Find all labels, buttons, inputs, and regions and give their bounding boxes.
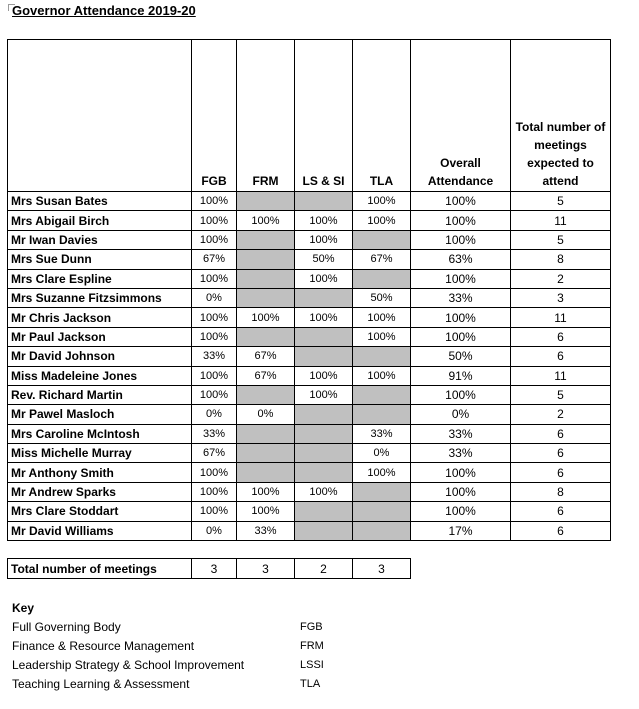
cell-overall: 100% [411, 211, 511, 230]
governor-name: Mrs Clare Stoddart [8, 502, 192, 521]
cell-lssi-not-applicable [295, 521, 353, 540]
header-fgb: FGB [192, 40, 237, 192]
table-row [8, 482, 611, 501]
cell-tla-not-applicable [353, 482, 411, 501]
cell-lssi: 100% [295, 385, 353, 404]
cell-expected: 8 [511, 250, 611, 269]
governor-name: Mrs Susan Bates [8, 192, 192, 211]
cell-overall: 100% [411, 463, 511, 482]
table-row [8, 521, 611, 540]
cell-tla-not-applicable [353, 521, 411, 540]
table-row [8, 211, 611, 230]
header-frm: FRM [237, 40, 295, 192]
cell-expected: 11 [511, 211, 611, 230]
cell-lssi: 100% [295, 269, 353, 288]
cell-fgb: 100% [192, 502, 237, 521]
cell-tla: 50% [353, 288, 411, 307]
cell-frm-not-applicable [237, 444, 295, 463]
cell-expected: 6 [511, 444, 611, 463]
cell-frm: 100% [237, 211, 295, 230]
cell-expected: 6 [511, 502, 611, 521]
cell-frm: 100% [237, 482, 295, 501]
cell-expected: 11 [511, 308, 611, 327]
cell-overall: 33% [411, 444, 511, 463]
cell-overall: 100% [411, 385, 511, 404]
cell-overall: 0% [411, 405, 511, 424]
key-item-abbreviation: FRM [300, 640, 324, 652]
totals-lssi: 2 [295, 559, 353, 579]
key-item-description: Finance & Resource Management [12, 639, 195, 653]
cell-fgb: 0% [192, 405, 237, 424]
cell-frm-not-applicable [237, 327, 295, 346]
cell-frm: 67% [237, 366, 295, 385]
cell-expected: 6 [511, 424, 611, 443]
governor-name: Mr David Johnson [8, 347, 192, 366]
key-item [12, 675, 321, 694]
table-row [8, 347, 611, 366]
governor-name: Mr David Williams [8, 521, 192, 540]
cell-expected: 5 [511, 230, 611, 249]
header-lssi: LS & SI [295, 40, 353, 192]
table-row [8, 250, 611, 269]
governor-name: Mr Andrew Sparks [8, 482, 192, 501]
cell-frm-not-applicable [237, 230, 295, 249]
cell-lssi-not-applicable [295, 502, 353, 521]
cell-tla: 100% [353, 463, 411, 482]
governor-name: Mr Chris Jackson [8, 308, 192, 327]
cell-overall: 33% [411, 424, 511, 443]
cell-overall: 100% [411, 269, 511, 288]
header-tla: TLA [353, 40, 411, 192]
cell-frm: 100% [237, 308, 295, 327]
cell-frm: 0% [237, 405, 295, 424]
cell-lssi: 100% [295, 366, 353, 385]
key-item-description: Teaching Learning & Assessment [12, 677, 190, 691]
cell-frm: 100% [237, 502, 295, 521]
key-item-description: Leadership Strategy & School Improvement [12, 658, 245, 672]
cell-expected: 6 [511, 521, 611, 540]
cell-tla: 33% [353, 424, 411, 443]
cell-overall: 100% [411, 192, 511, 211]
table-row [8, 424, 611, 443]
cell-fgb: 100% [192, 463, 237, 482]
cell-tla-not-applicable [353, 230, 411, 249]
cell-tla: 67% [353, 250, 411, 269]
cell-overall: 17% [411, 521, 511, 540]
governor-name: Mrs Suzanne Fitzsimmons [8, 288, 192, 307]
cell-expected: 6 [511, 463, 611, 482]
totals-tla: 3 [353, 559, 411, 579]
cell-tla: 100% [353, 327, 411, 346]
governor-name: Mr Pawel Masloch [8, 405, 192, 424]
cell-tla: 100% [353, 211, 411, 230]
cell-expected: 2 [511, 405, 611, 424]
cell-expected: 8 [511, 482, 611, 501]
cell-frm-not-applicable [237, 463, 295, 482]
cell-overall: 33% [411, 288, 511, 307]
cell-fgb: 100% [192, 385, 237, 404]
totals-fgb: 3 [192, 559, 237, 579]
header-expected: Total number of meetings expected to attend [511, 40, 611, 192]
cell-lssi-not-applicable [295, 405, 353, 424]
cell-frm-not-applicable [237, 424, 295, 443]
cell-overall: 63% [411, 250, 511, 269]
cell-frm: 67% [237, 347, 295, 366]
cell-frm-not-applicable [237, 385, 295, 404]
cell-frm-not-applicable [237, 250, 295, 269]
cell-expected: 3 [511, 288, 611, 307]
key-item [12, 656, 324, 675]
key-section [12, 599, 324, 694]
cell-fgb: 67% [192, 444, 237, 463]
cell-tla-not-applicable [353, 385, 411, 404]
cell-fgb: 100% [192, 308, 237, 327]
cell-lssi: 100% [295, 230, 353, 249]
key-item-description: Full Governing Body [12, 620, 121, 634]
header-row [8, 40, 611, 192]
cell-fgb: 33% [192, 424, 237, 443]
cell-lssi: 100% [295, 482, 353, 501]
totals-label: Total number of meetings [8, 559, 192, 579]
cell-frm-not-applicable [237, 288, 295, 307]
table-row [8, 385, 611, 404]
cell-expected: 6 [511, 327, 611, 346]
cell-lssi-not-applicable [295, 424, 353, 443]
header-name [8, 40, 192, 192]
cell-tla-not-applicable [353, 502, 411, 521]
cell-tla-not-applicable [353, 269, 411, 288]
cell-overall: 100% [411, 308, 511, 327]
table-row [8, 463, 611, 482]
governor-name: Miss Madeleine Jones [8, 366, 192, 385]
key-item-abbreviation: TLA [300, 678, 321, 690]
cell-fgb: 0% [192, 288, 237, 307]
cell-tla: 100% [353, 366, 411, 385]
cell-frm: 33% [237, 521, 295, 540]
cell-tla: 0% [353, 444, 411, 463]
cell-lssi: 50% [295, 250, 353, 269]
cell-fgb: 100% [192, 482, 237, 501]
governor-name: Mrs Clare Espline [8, 269, 192, 288]
key-item [12, 637, 324, 656]
cell-lssi-not-applicable [295, 347, 353, 366]
table-row [8, 327, 611, 346]
governor-name: Mr Iwan Davies [8, 230, 192, 249]
cell-expected: 11 [511, 366, 611, 385]
cell-fgb: 100% [192, 269, 237, 288]
table-row [8, 269, 611, 288]
cell-fgb: 100% [192, 327, 237, 346]
cell-tla: 100% [353, 308, 411, 327]
cell-fgb: 67% [192, 250, 237, 269]
attendance-rows [8, 192, 611, 541]
cell-frm-not-applicable [237, 269, 295, 288]
cell-fgb: 100% [192, 230, 237, 249]
cell-overall: 100% [411, 502, 511, 521]
governor-name: Mrs Abigail Birch [8, 211, 192, 230]
cell-fgb: 100% [192, 211, 237, 230]
totals-row [8, 559, 411, 579]
header-overall: Overall Attendance [411, 40, 511, 192]
cell-lssi-not-applicable [295, 463, 353, 482]
table-row [8, 288, 611, 307]
cell-tla: 100% [353, 192, 411, 211]
cell-lssi-not-applicable [295, 327, 353, 346]
cell-lssi: 100% [295, 308, 353, 327]
governor-name: Mrs Caroline McIntosh [8, 424, 192, 443]
cell-tla-not-applicable [353, 347, 411, 366]
cell-expected: 2 [511, 269, 611, 288]
governor-name: Mrs Sue Dunn [8, 250, 192, 269]
key-title: Key [12, 601, 35, 615]
totals-frm: 3 [237, 559, 295, 579]
table-row [8, 405, 611, 424]
cell-frm-not-applicable [237, 192, 295, 211]
cell-expected: 5 [511, 192, 611, 211]
cell-overall: 100% [411, 230, 511, 249]
table-row [8, 230, 611, 249]
cell-lssi-not-applicable [295, 288, 353, 307]
cell-fgb: 33% [192, 347, 237, 366]
cell-overall: 100% [411, 327, 511, 346]
totals-table [7, 558, 411, 579]
cell-lssi: 100% [295, 211, 353, 230]
cell-tla-not-applicable [353, 405, 411, 424]
document-title: Governor Attendance 2019-20 [12, 3, 196, 18]
governor-name: Rev. Richard Martin [8, 385, 192, 404]
table-row [8, 308, 611, 327]
governor-name: Mr Paul Jackson [8, 327, 192, 346]
table-row [8, 366, 611, 385]
cell-overall: 50% [411, 347, 511, 366]
attendance-table [7, 39, 611, 541]
table-row [8, 502, 611, 521]
cell-fgb: 100% [192, 366, 237, 385]
key-item [12, 618, 323, 637]
cell-fgb: 0% [192, 521, 237, 540]
cell-fgb: 100% [192, 192, 237, 211]
governor-name: Miss Michelle Murray [8, 444, 192, 463]
cell-overall: 91% [411, 366, 511, 385]
table-row [8, 444, 611, 463]
key-item-abbreviation: LSSI [300, 659, 324, 671]
cell-expected: 6 [511, 347, 611, 366]
key-item-abbreviation: FGB [300, 621, 323, 633]
cell-lssi-not-applicable [295, 192, 353, 211]
cell-expected: 5 [511, 385, 611, 404]
cell-overall: 100% [411, 482, 511, 501]
governor-name: Mr Anthony Smith [8, 463, 192, 482]
cell-lssi-not-applicable [295, 444, 353, 463]
table-row [8, 192, 611, 211]
